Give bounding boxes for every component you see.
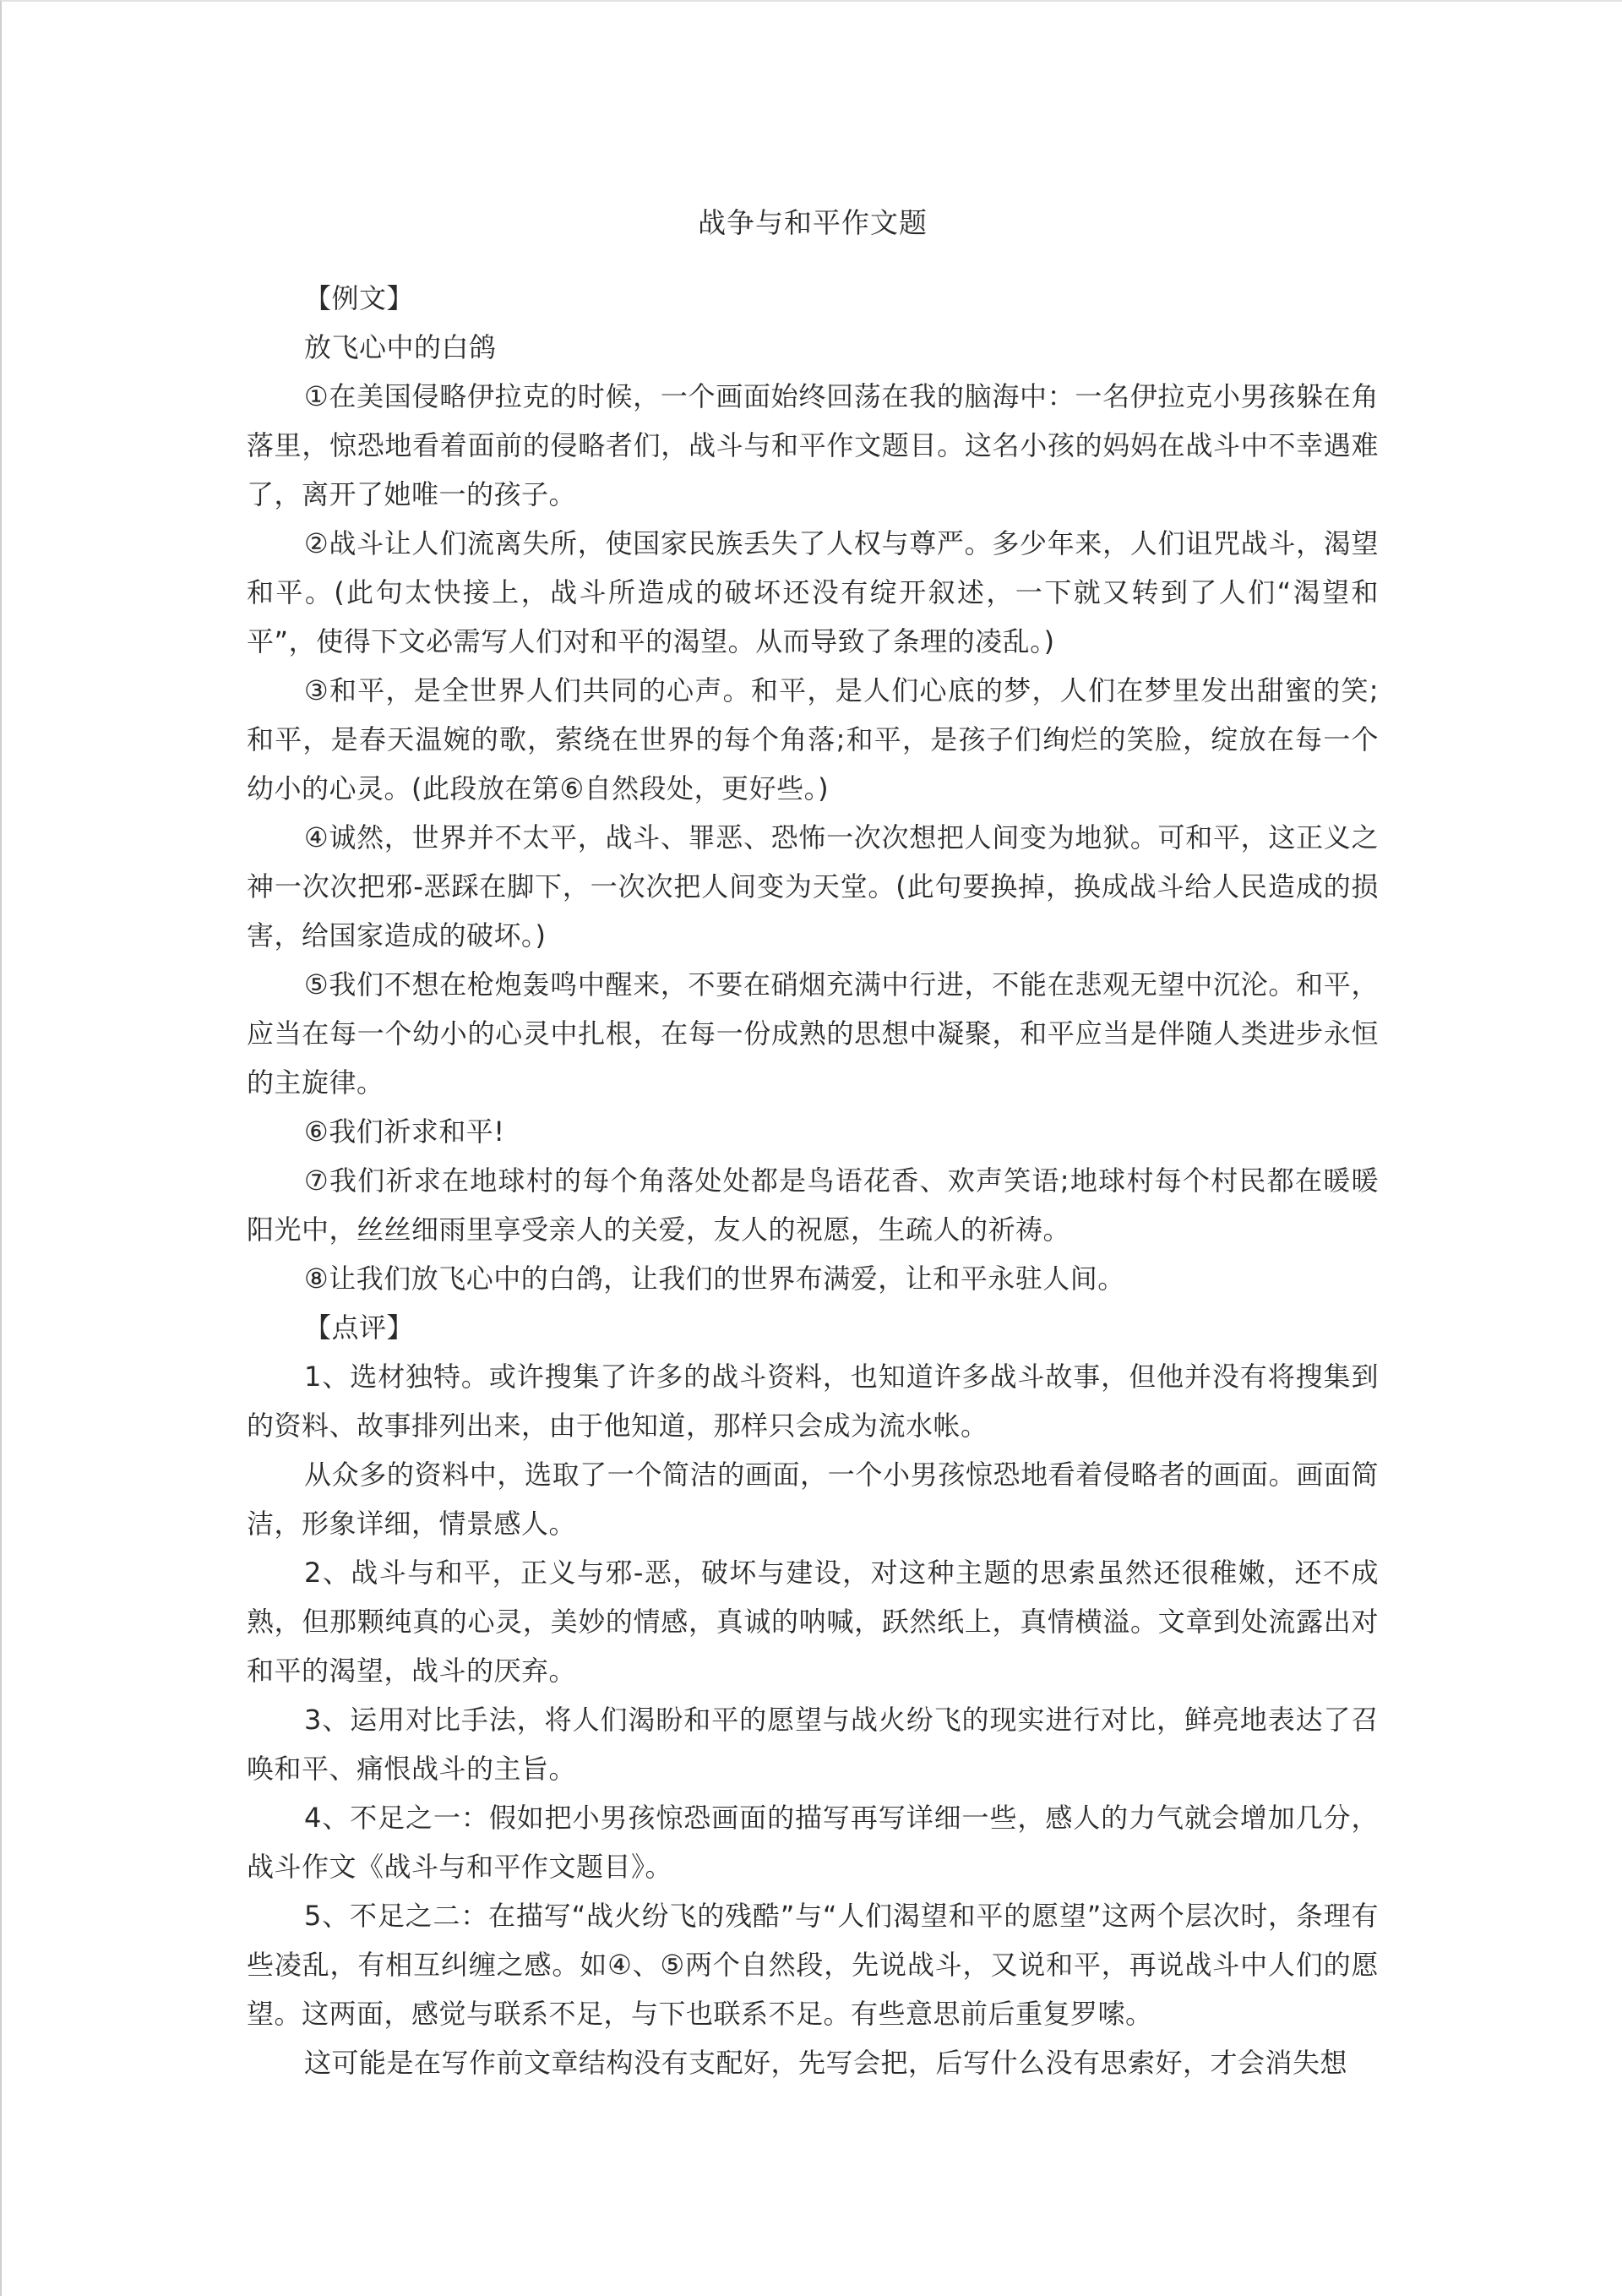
essay-paragraph-1: ①在美国侵略伊拉克的时候，一个画面始终回荡在我的脑海中：一名伊拉克小男孩躲在角落里，惊恐地看着面前的侵略者们，战斗与和平作文题目。这名小孩的妈妈在战斗中不幸遇难了，离开了她唯一的孩子。 <box>247 380 1379 510</box>
review-point-2: 2、战斗与和平，正义与邪-恶，破坏与建设，对这种主题的思索虽然还很稚嫩，还不成熟，但那颗纯真的心灵，美妙的情感，真诚的呐喊，跃然纸上，真情横溢。文章到处流露出对和平的渴望，战斗的厌弃。 <box>247 1557 1379 1687</box>
label-review: 【点评】 <box>304 1312 415 1344</box>
essay-paragraph-3: ③和平，是全世界人们共同的心声。和平，是人们心底的梦，人们在梦里发出甜蜜的笑;和平，是春天温婉的歌，萦绕在世界的每个角落;和平，是孩子们绚烂的笑脸，绽放在每一个幼小的心灵。(此段放在第⑥自然段处，更好些。) <box>247 674 1379 804</box>
document-body <box>247 274 1379 2087</box>
review-closing: 这可能是在写作前文章结构没有支配好，先写会把，后写什么没有思索好，才会消失想 <box>304 2047 1348 2079</box>
essay-paragraph-5: ⑤我们不想在枪炮轰鸣中醒来，不要在硝烟充满中行进，不能在悲观无望中沉沦。和平，应当在每一个幼小的心灵中扎根，在每一份成熟的思想中凝聚，和平应当是伴随人类进步永恒的主旋律。 <box>247 968 1379 1099</box>
review-point-1-cont: 从众多的资料中，选取了一个简洁的画面，一个小男孩惊恐地看着侵略者的画面。画面简洁，形象详细，情景感人。 <box>247 1459 1379 1540</box>
review-point-5: 5、不足之二：在描写“战火纷飞的残酷”与“人们渴望和平的愿望”这两个层次时，条理有些凌乱，有相互纠缠之感。如④、⑤两个自然段，先说战斗，又说和平，再说战斗中人们的愿望。这两面，感觉与联系不足，与下也联系不足。有些意思前后重复罗嗦。 <box>247 1900 1379 2030</box>
document-title: 战争与和平作文题 <box>698 206 928 239</box>
essay-title: 放飞心中的白鸽 <box>304 331 497 363</box>
label-example: 【例文】 <box>304 282 415 314</box>
essay-paragraph-2: ②战斗让人们流离失所，使国家民族丢失了人权与尊严。多少年来，人们诅咒战斗，渴望和平。(此句太快接上，战斗所造成的破坏还没有绽开叙述，一下就又转到了人们“渴望和平”，使得下文必需写人们对和平的渴望。从而导致了条理的凌乱。) <box>247 527 1379 657</box>
essay-paragraph-7: ⑦我们祈求在地球村的每个角落处处都是鸟语花香、欢声笑语;地球村每个村民都在暖暖阳光中，丝丝细雨里享受亲人的关爱，友人的祝愿，生疏人的祈祷。 <box>247 1164 1379 1246</box>
review-point-4: 4、不足之一：假如把小男孩惊恐画面的描写再写详细一些，感人的力气就会增加几分，战斗作文《战斗与和平作文题目》。 <box>247 1802 1379 1883</box>
review-point-1: 1、选材独特。或许搜集了许多的战斗资料，也知道许多战斗故事，但他并没有将搜集到的资料、故事排列出来，由于他知道，那样只会成为流水帐。 <box>247 1361 1379 1442</box>
essay-paragraph-8: ⑧让我们放飞心中的白鸽，让我们的世界布满爱，让和平永驻人间。 <box>304 1263 1125 1295</box>
essay-paragraph-4: ④诚然，世界并不太平，战斗、罪恶、恐怖一次次想把人间变为地狱。可和平，这正义之神一次次把邪-恶踩在脚下，一次次把人间变为天堂。(此句要换掉，换成战斗给人民造成的损害，给国家造成的破坏。) <box>247 821 1379 952</box>
essay-paragraph-6: ⑥我们祈求和平! <box>304 1115 505 1148</box>
review-point-3: 3、运用对比手法，将人们渴盼和平的愿望与战火纷飞的现实进行对比，鲜亮地表达了召唤和平、痛恨战斗的主旨。 <box>247 1704 1379 1785</box>
